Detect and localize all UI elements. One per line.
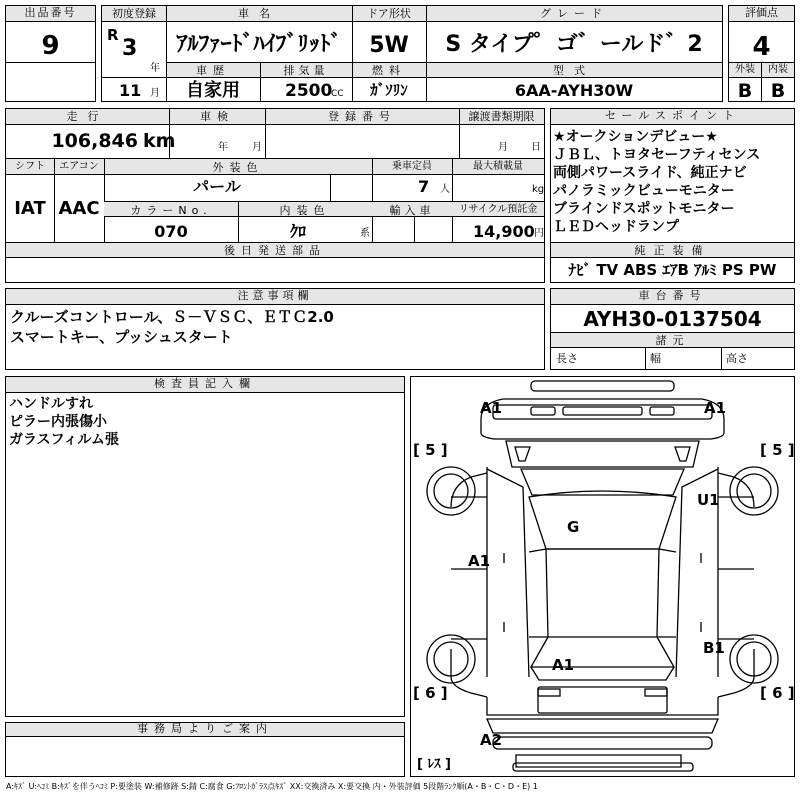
chassis-box [550,288,795,370]
score-label: 評価点 [729,6,794,22]
inspector-label: 検査員記入欄 [6,377,404,393]
sales-point-line-2: ＪＢＬ、トヨタセーフティセンス [553,147,761,163]
sales-point-line-6: ＬＥＤヘッドランプ [553,219,679,235]
score-int-label: 内装 [768,64,788,75]
inspector-line-3: ガラスフィルム張 [9,432,119,448]
diagram-u1: U1 [697,491,720,509]
mileage-value: 106,846 [51,130,138,152]
inspection-year-unit: 年 [218,142,228,153]
fuel-value: ｶﾞｿﾘﾝ [370,81,408,99]
max-load-unit: kg [532,184,545,195]
inspector-line-2: ピラー内張傷小 [9,414,107,430]
inspector-box [5,376,405,717]
displacement-label: 排気量 [283,64,329,77]
sales-points-label: セールスポイント [551,109,794,125]
int-color-value: ｸﾛ [289,222,306,241]
diagram-a1-side: A1 [468,552,491,570]
diagram-bracket-5-left: [ 5 ] [413,441,448,459]
diagram-b1: B1 [703,639,725,657]
lot-box [5,5,96,102]
first-reg-month-unit: 月 [150,88,160,99]
lot-number: 9 [41,31,60,61]
first-reg-era: R [107,26,119,44]
score-value: 4 [752,32,771,62]
diagram-a2: A2 [480,731,503,749]
import-label: 輸入車 [389,204,435,217]
equipment-label: 純正装備 [634,244,711,257]
legend-text: A:ｷｽﾞ U:ﾍｺﾐ B:ｷｽﾞを伴うﾍｺﾐ P:要塗装 W:補修跡 S:錆 C:腐食 G:ﾌﾛﾝﾄｶﾞﾗｽ点ｷｽﾞ XX:交換済み X:要交換 内・外装評価 5段階ﾗﾝｸ順(A・B・C・D・E) 1 [6,782,538,791]
office-box [5,722,405,777]
capacity-value: 7 [418,177,430,196]
transfer-label: 譲渡書類期限 [468,110,535,123]
diagram-res: [ ﾚｽ ] [417,757,451,772]
aircon-label: エアコン [59,161,99,172]
capacity-label: 乗車定員 [392,161,432,172]
later-parts-label: 後日発送部品 [224,244,326,257]
model-label: 型式 [553,64,595,77]
sales-point-line-3: 両側パワースライド、純正ナビ [553,165,747,181]
inspection-month-unit: 月 [252,142,262,153]
car-outline-diagram [411,377,794,776]
score-ext-label: 外装 [735,64,755,75]
notes-line-2: スマートキー、プッシュスタート [10,328,233,346]
score-box [728,5,795,102]
first-reg-year: 3 [122,36,138,61]
equipment-value: ﾅﾋﾞ TV ABS ｴｱB ｱﾙﾐ PS PW [568,261,777,279]
history-label: 車歴 [196,64,230,77]
inspector-line-1: ハンドルすれ [9,396,93,412]
sales-point-line-1: ★オークションデビュー★ [553,129,718,145]
inspection-label: 車検 [200,110,234,123]
diagram-bracket-6-right: [ 6 ] [760,684,795,702]
reg-no-label: 登録番号 [328,110,396,123]
diagram-bracket-5-right: [ 5 ] [760,441,795,459]
first-reg-month: 11 [119,81,142,100]
dims-width: 幅 [650,352,661,365]
ext-color-label: 外装色 [212,161,264,174]
score-int-value: B [770,80,786,102]
ext-color-value: パール [193,177,241,196]
recycle-label: リサイクル預託金 [458,204,538,215]
main-info-box [101,5,723,102]
score-ext-value: B [737,80,753,102]
first-reg-label: 初度登録 [112,7,156,20]
history-value: 自家用 [186,80,240,101]
chassis-label: 車台番号 [551,289,794,305]
dims-height: 高さ [726,352,748,365]
notes-box [5,288,545,370]
color-no-label: カラーNo. [130,204,212,217]
int-color-label: 内装色 [279,204,331,217]
chassis-value: AYH30-0137504 [583,307,762,331]
spec-box [5,108,545,283]
diagram-bracket-6-left: [ 6 ] [413,684,448,702]
model-value: 6AA-AYH30W [514,81,634,100]
damage-diagram [410,376,795,777]
dims-length: 長さ [556,352,578,365]
sales-points-box [550,108,795,283]
displacement-value: 2500 [285,81,333,101]
fuel-label: 燃料 [372,64,406,77]
grade-label: グレード [540,7,608,20]
transfer-month-unit: 月 [498,142,508,153]
diagram-a1-front-left: A1 [480,399,503,417]
sales-point-line-5: ブラインドスポットモニター [553,201,735,217]
notes-line-1: クルーズコントロール、Ｓ－ＶＳＣ、ＥＴＣ2.0 [10,308,334,326]
door-value: 5W [369,33,409,58]
lot-label: 出品番号 [6,6,95,22]
color-no-value: 070 [154,222,188,241]
mileage-unit: km [143,130,176,152]
office-label: 事務局よりご案内 [6,723,404,737]
first-reg-year-unit: 年 [150,63,160,74]
door-label: ドア形状 [367,7,411,20]
shift-value: IAT [14,198,46,219]
displacement-unit: CC [331,89,344,99]
transfer-day-unit: 日 [531,142,541,153]
capacity-unit: 人 [440,184,450,195]
mileage-label: 走行 [66,110,109,123]
max-load-label: 最大積載量 [473,161,523,172]
recycle-unit: 円 [534,228,544,239]
diagram-g: G [567,518,580,536]
diagram-a1-rear: A1 [552,656,575,674]
diagram-a1-front-right: A1 [704,399,727,417]
sales-point-line-4: パノラミックビューモニター [553,183,735,199]
shift-label: シフト [15,161,45,172]
car-name-label: 車名 [238,7,280,20]
car-name-value: ｱﾙﾌｧｰﾄﾞﾊｲﾌﾞﾘｯﾄﾞ [176,32,342,57]
recycle-value: 14,900 [473,222,535,241]
grade-value: S タイプ゜ゴ゛ールド゛2 [445,32,703,57]
int-color-unit: 系 [360,228,370,239]
aircon-value: AAC [58,198,100,219]
dims-label: 諸元 [655,334,690,347]
notes-label: 注意事項欄 [6,289,544,305]
